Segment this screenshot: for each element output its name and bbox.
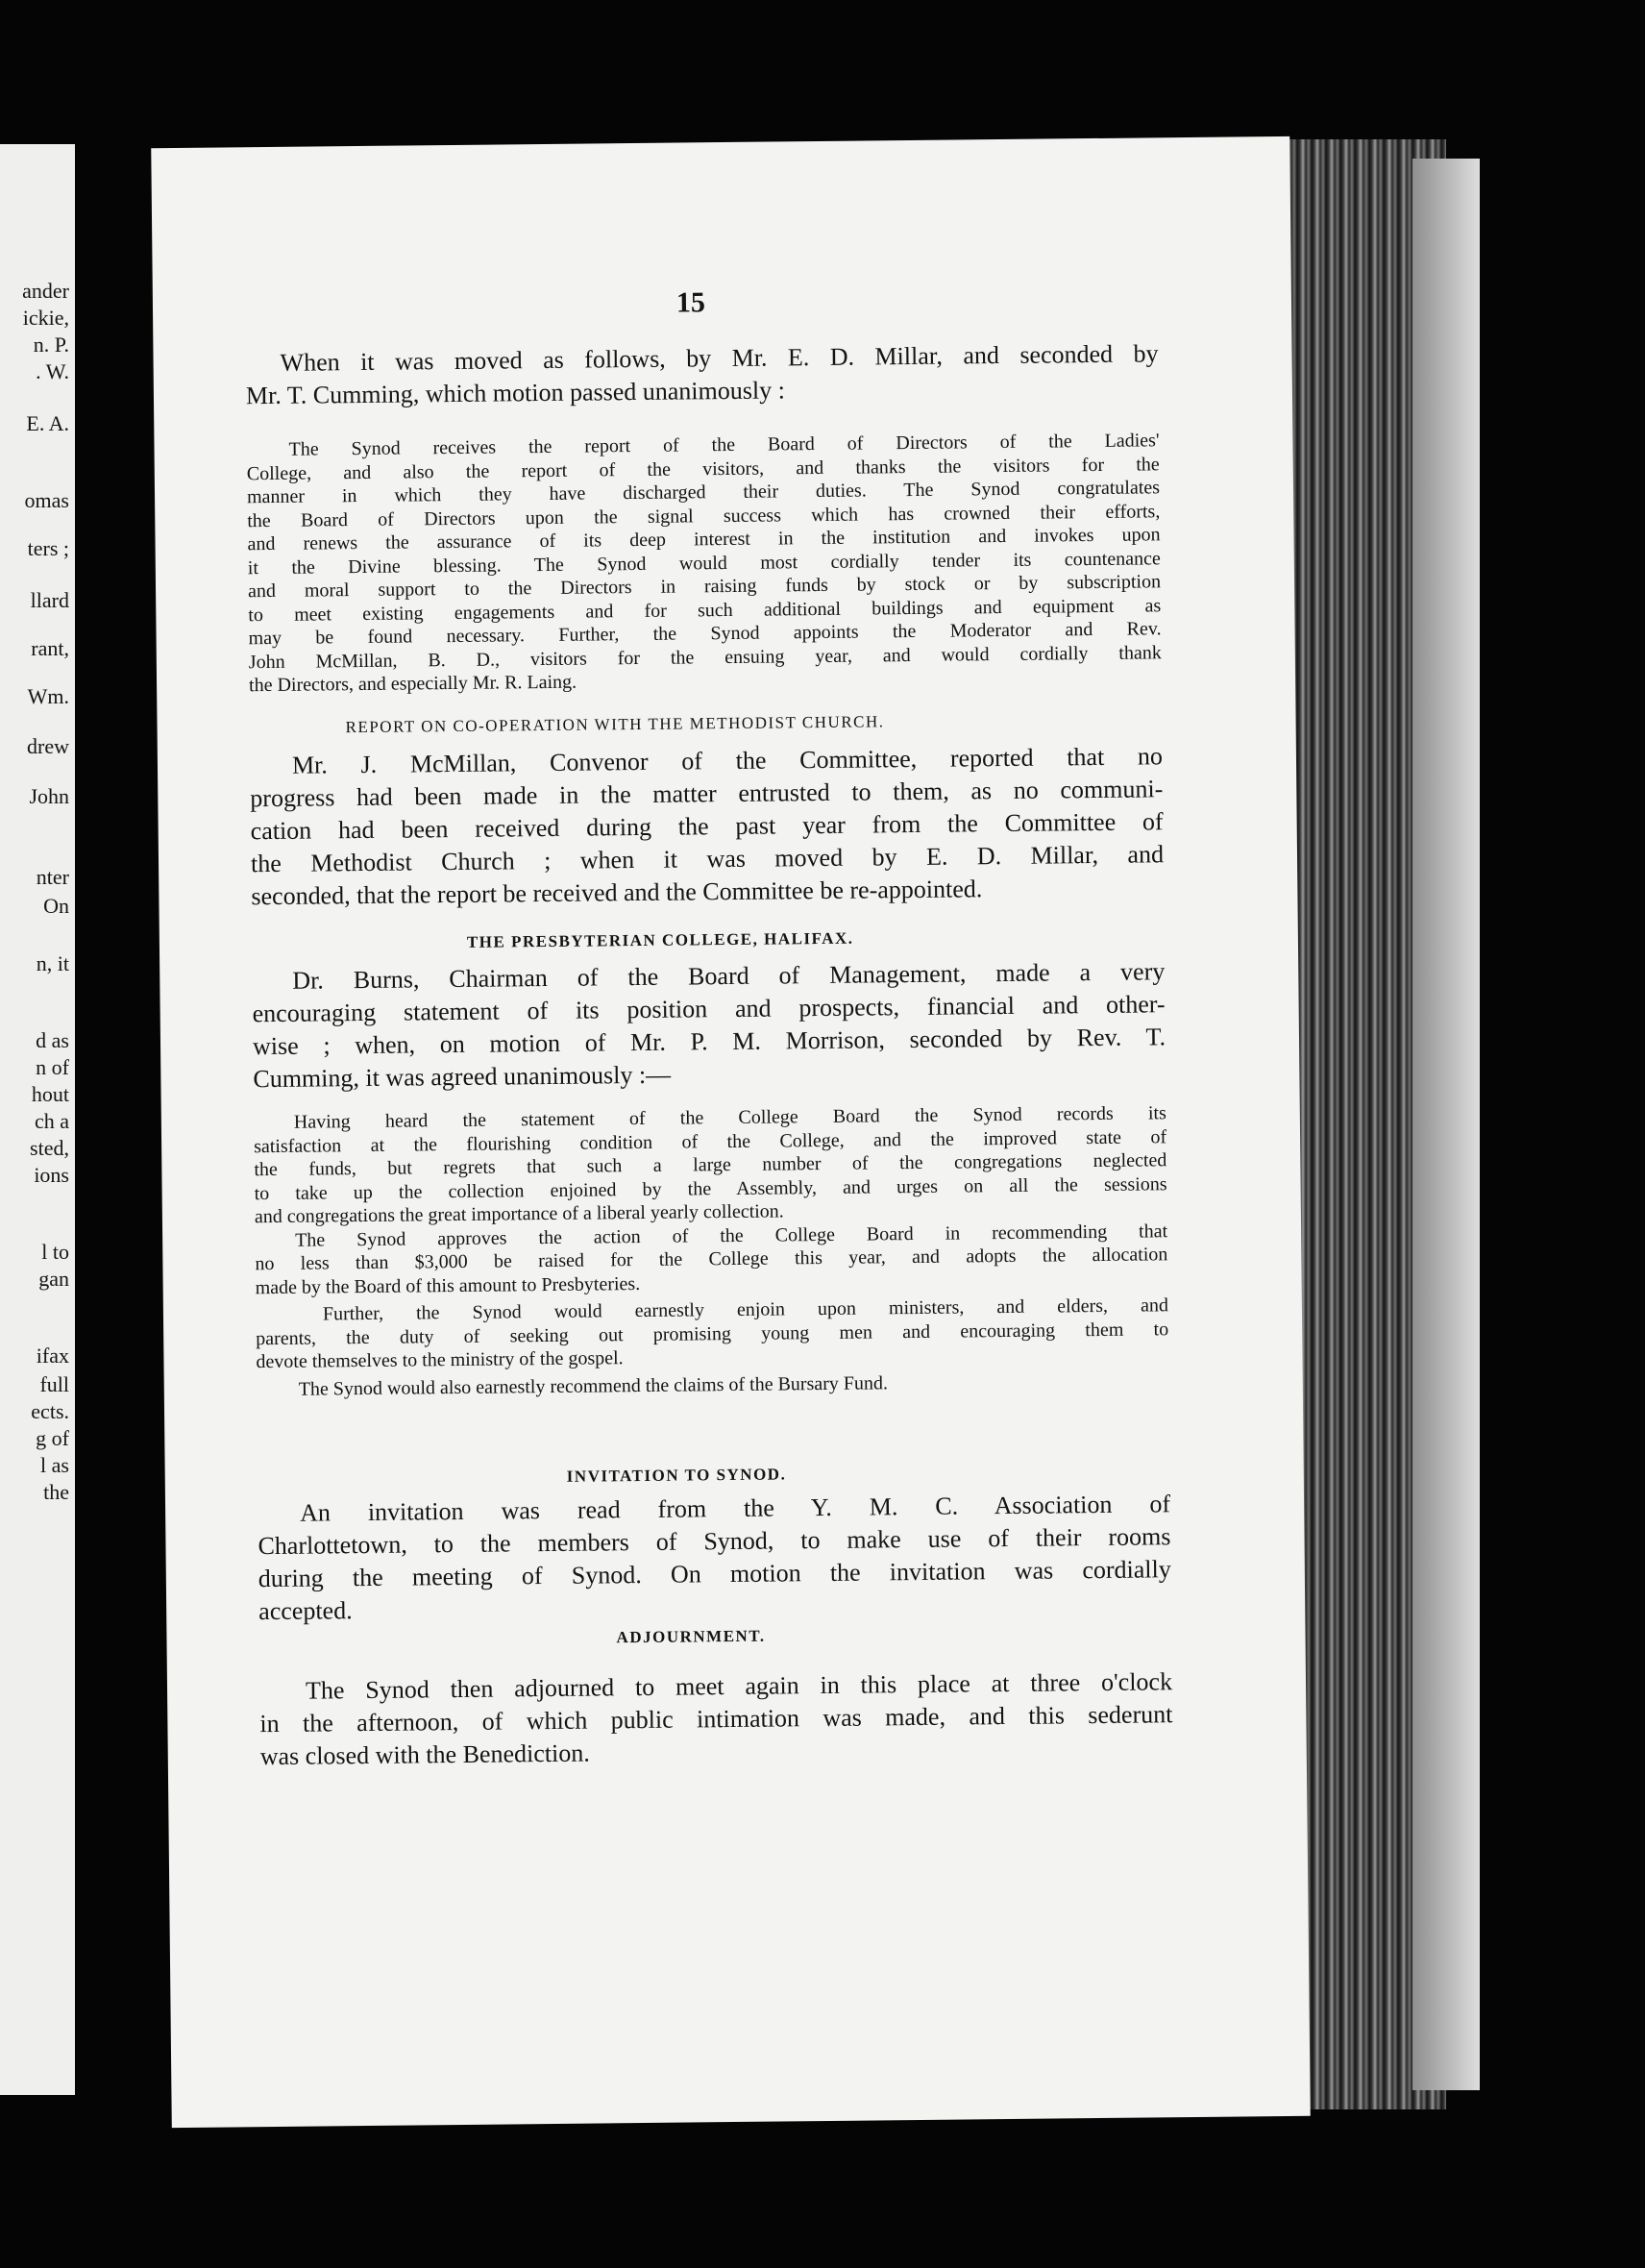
text-line: The Synod receives the report of the Board of Directors of the Ladies' xyxy=(288,430,1160,460)
text-line: encouraging statement of its position and prospects, financial and other- xyxy=(252,990,1166,1028)
left-page-text-fragment: . W. xyxy=(36,359,69,383)
section-heading-presbyterian-college: THE PRESBYTERIAN COLLEGE, HALIFAX. xyxy=(466,928,854,951)
left-page-text-fragment: John xyxy=(29,784,69,808)
left-page-text-fragment: llard xyxy=(30,588,69,612)
left-page-text-fragment: ander xyxy=(22,279,69,303)
left-page-text-fragment: ickie, xyxy=(22,306,69,330)
text-line: cation had been received during the past year from the Committee of xyxy=(250,807,1164,846)
text-line: satisfaction at the flourishing condition of the College, and the improved state of xyxy=(254,1125,1167,1157)
text-line: The Synod then adjourned to meet again in this place at three o'clock xyxy=(305,1667,1173,1705)
left-page-text-fragment: gan xyxy=(38,1267,69,1291)
left-page-text-fragment: l as xyxy=(40,1453,69,1477)
text-line: the Directors, and especially Mr. R. Laing. xyxy=(248,671,577,697)
left-page-fragment xyxy=(0,144,75,2095)
left-page-text-fragment: nter xyxy=(36,865,69,889)
left-page-text-fragment: n, it xyxy=(36,951,69,975)
section1-resolution xyxy=(246,429,1162,697)
text-line: manner in which they have discharged their duties. The Synod congratulates xyxy=(246,477,1161,508)
text-line: Dr. Burns, Chairman of the Board of Management, made a very xyxy=(292,957,1166,995)
left-page-text-fragment: hout xyxy=(31,1082,69,1106)
left-page-text-fragment: rant, xyxy=(31,636,69,660)
text-line: to take up the collection enjoined by the Assembly, and urges on all the sessions xyxy=(254,1172,1167,1204)
left-page-text-fragment: omas xyxy=(24,488,69,512)
text-line: and congregations the great importance of a liberal yearly collection. xyxy=(254,1200,784,1228)
book-edge-strip xyxy=(1412,159,1480,2090)
text-line: An invitation was read from the Y. M. C. Association of xyxy=(299,1490,1171,1527)
text-line: accepted. xyxy=(258,1596,353,1626)
text-line: in the afternoon, of which public intimation was made, and this sederunt xyxy=(259,1700,1173,1738)
text-line: Charlottetown, to the members of Synod, to make use of their rooms xyxy=(258,1522,1171,1561)
left-page-text-fragment: n. P. xyxy=(33,333,69,357)
left-page-text-fragment: l to xyxy=(41,1240,69,1264)
text-line: parents, the duty of seeking out promising young men and encouraging them to xyxy=(256,1318,1169,1349)
section4-body xyxy=(258,1488,1171,1628)
left-page-text-fragment: the xyxy=(43,1480,69,1504)
right-page xyxy=(151,136,1311,2128)
left-page-text-fragment: n of xyxy=(36,1055,69,1079)
text-line: The Synod approves the action of the College Board in recommending that xyxy=(295,1220,1168,1251)
text-line: Further, the Synod would earnestly enjoin upon ministers, and elders, and xyxy=(322,1294,1169,1325)
text-line: made by the Board of this amount to Presbyteries. xyxy=(255,1272,641,1298)
left-page-text-fragment: E. A. xyxy=(26,411,69,435)
text-line: wise ; when, on motion of Mr. P. M. Morrison, seconded by Rev. T. xyxy=(252,1023,1166,1061)
left-page-text-fragment: ions xyxy=(34,1163,69,1187)
left-page-text-fragment: ifax xyxy=(36,1344,69,1368)
text-line: and moral support to the Directors in raising funds by stock or by subscription xyxy=(247,571,1162,603)
text-line: the Methodist Church ; when it was moved by E. D. Millar, and xyxy=(250,840,1165,878)
text-line: progress had been made in the matter entrusted to them, as no communi- xyxy=(250,775,1164,813)
section-heading-adjournment: ADJOURNMENT. xyxy=(616,1626,766,1647)
text-line: John McMillan, B. D., visitors for the ensuing year, and would cordially thank xyxy=(248,641,1162,673)
section5-body xyxy=(259,1665,1173,1773)
text-line: the funds, but regrets that such a large number of the congregations neglected xyxy=(254,1149,1167,1181)
page-number: 15 xyxy=(675,286,706,319)
text-line: during the meeting of Synod. On motion the invitation was cordially xyxy=(258,1555,1171,1593)
text-line: The Synod would also earnestly recommend the claims of the Bursary Fund. xyxy=(298,1371,889,1400)
section3-body xyxy=(252,955,1166,1096)
text-line: Having heard the statement of the College Board the Synod records its xyxy=(293,1102,1166,1133)
text-line: to meet existing engagements and for such additional buildings and equipment as xyxy=(248,594,1162,626)
text-line: no less than $3,000 be raised for the College this year, and adopts the allocation xyxy=(255,1244,1168,1275)
left-page-text-fragment: sted, xyxy=(30,1136,69,1160)
left-page-text-fragment: On xyxy=(43,894,69,918)
text-line: the Board of Directors upon the signal success which has crowned their efforts, xyxy=(247,500,1161,531)
text-line: Mr. J. McMillan, Convenor of the Committee, reported that no xyxy=(291,742,1164,779)
left-page-text-fragment: g of xyxy=(36,1426,69,1450)
section-heading-invitation: INVITATION TO SYNOD. xyxy=(566,1465,787,1486)
text-line: may be found necessary. Further, the Synod appoints the Moderator and Rev. xyxy=(248,618,1162,650)
text-line: Cumming, it was agreed unanimously :— xyxy=(253,1060,672,1094)
left-page-text-fragment: ch a xyxy=(34,1109,69,1133)
section1-intro xyxy=(245,337,1159,412)
left-page-text-fragment: Wm. xyxy=(27,684,69,708)
left-page-text-fragment: ects. xyxy=(31,1399,69,1423)
text-line: seconded, that the report be received and the Committee be re-appointed. xyxy=(251,875,983,911)
left-page-text-fragment: full xyxy=(39,1372,69,1396)
section2-body xyxy=(250,740,1165,913)
left-page-text-fragment: d as xyxy=(36,1028,69,1052)
left-page-text-fragment: ters ; xyxy=(27,536,69,560)
text-line: Mr. T. Cumming, which motion passed unanimously : xyxy=(245,376,785,410)
section-heading-methodist: REPORT ON CO-OPERATION WITH THE METHODIST CHURCH. xyxy=(345,712,885,737)
text-line: it the Divine blessing. The Synod would most cordially tender its countenance xyxy=(247,547,1161,579)
text-line: When it was moved as follows, by Mr. E. D. Millar, and seconded by xyxy=(280,339,1159,377)
text-line: devote themselves to the ministry of the gospel. xyxy=(256,1347,624,1373)
text-line: College, and also the report of the visitors, and thanks the visitors for the xyxy=(246,453,1160,484)
text-line: and renews the assurance of its deep interest in the institution and invokes upon xyxy=(247,524,1161,555)
section3-resolutions xyxy=(254,1101,1169,1401)
left-page-text-fragment: drew xyxy=(27,734,69,758)
text-line: was closed with the Benediction. xyxy=(259,1738,590,1771)
